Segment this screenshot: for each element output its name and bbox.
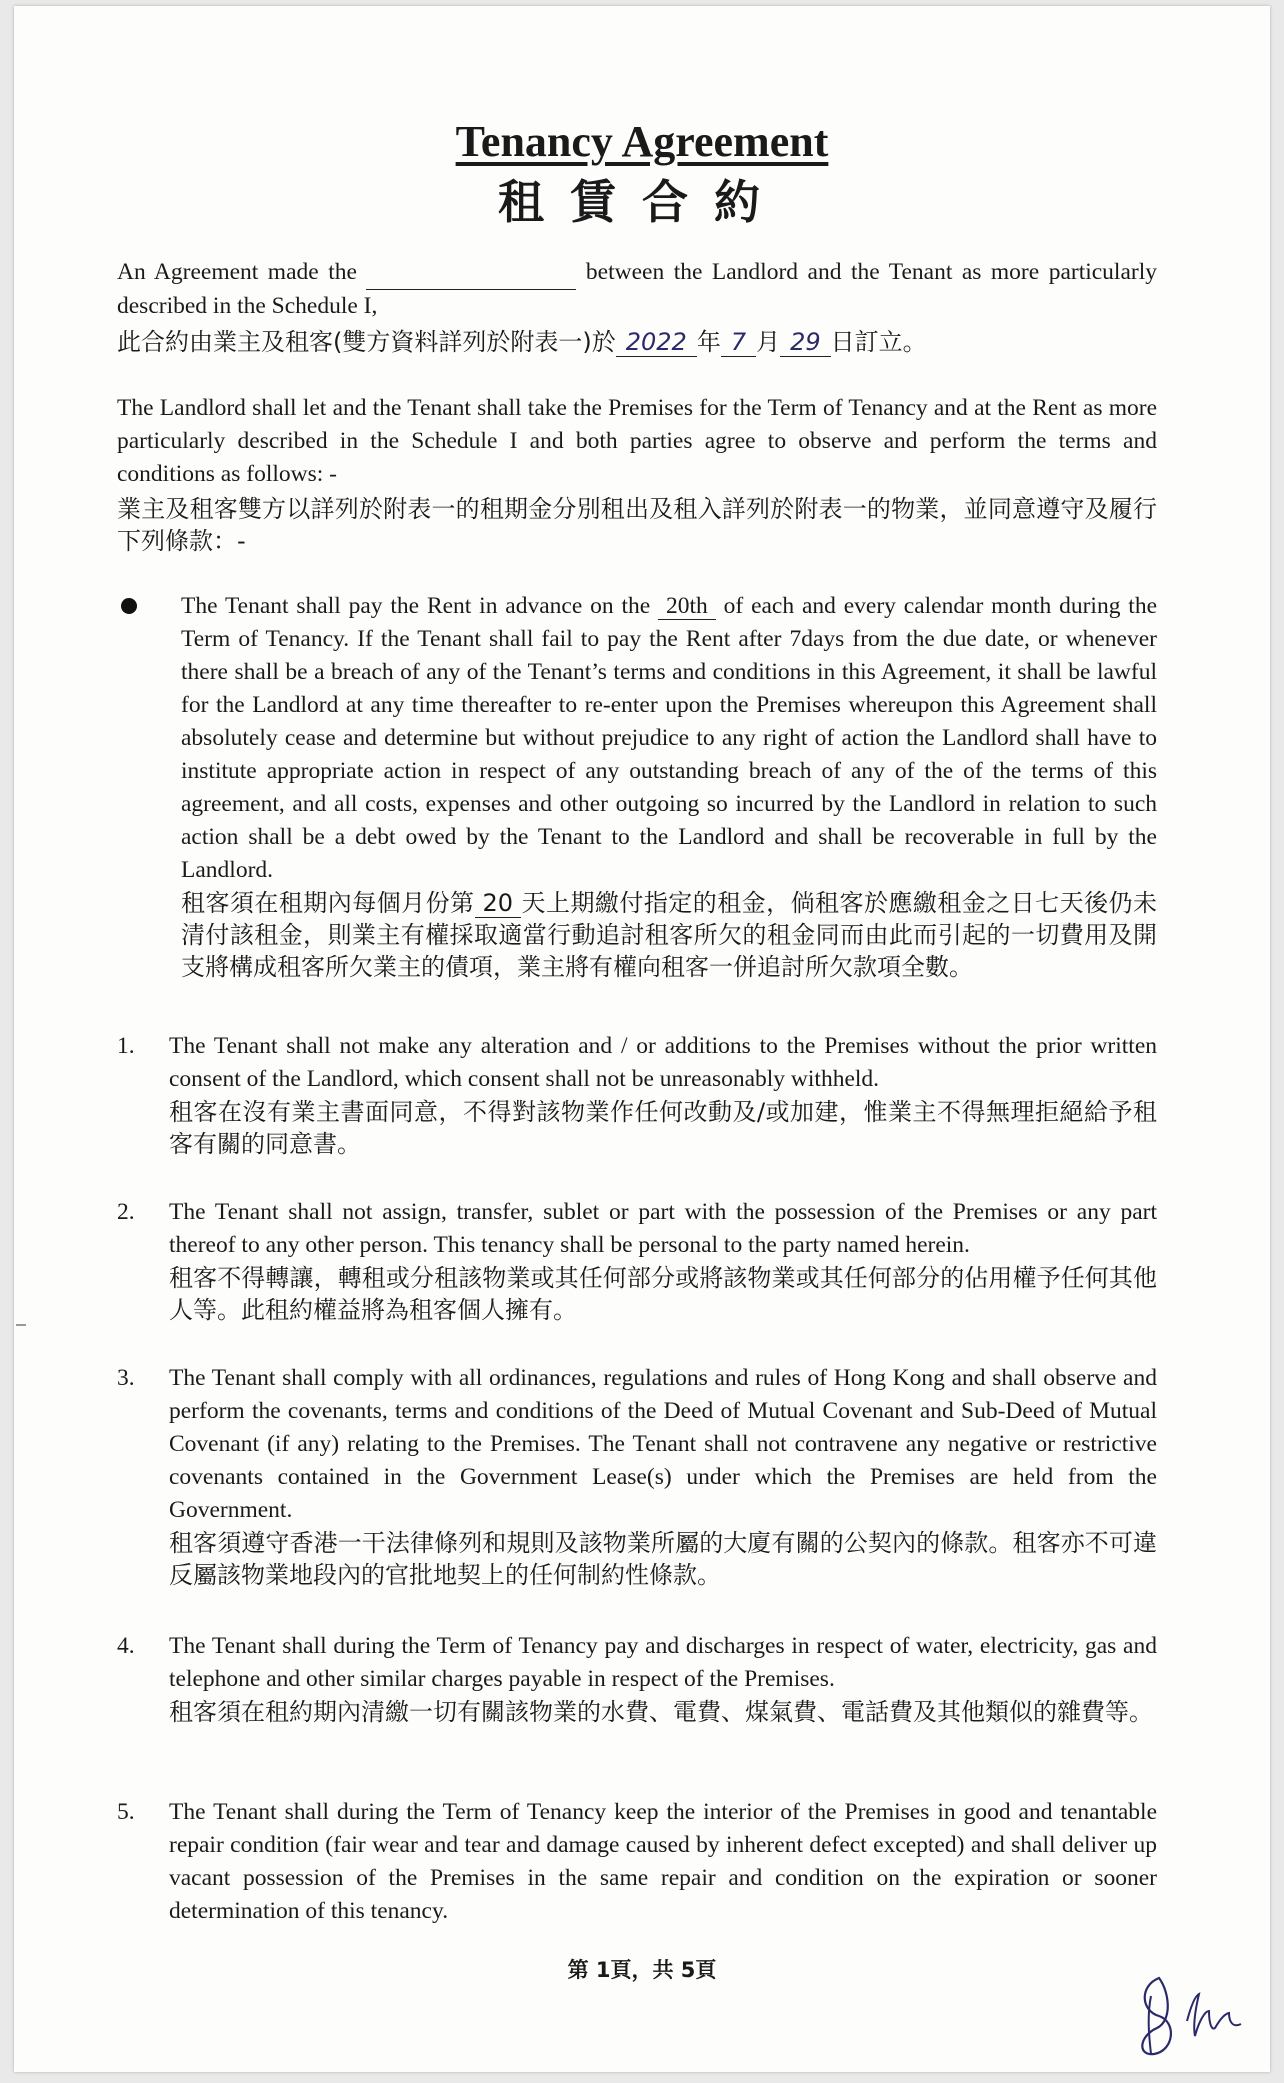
rent-payment-clause	[117, 590, 1157, 983]
intro-text-1: An Agreement made the	[117, 259, 357, 285]
clause-number: 5.	[117, 1799, 135, 1825]
clause-number: 2.	[117, 1199, 135, 1225]
rent-text-2: of each and every calendar month during the Term of Tenancy. If the Tenant shall fail to pay the Rent after 7days from the due date, or whenever there shall be a breach of any of the Tenant’s terms and conditions in this Agreement, it shall be lawful for the Landlord at any time thereafter to re-enter upon the Premises whereupon this Agreement shall absolutely cease and determine but without prejudice to any right of action the Landlord shall have to institute appropriate action in respect of any outstanding breach of any of the of the terms of this agreement, and all costs, expenses and other outgoing so incurred by the Landlord in relation to such action shall be a debt owed by the Tenant to the Landlord and shall be recoverable in full by the Landlord.	[181, 593, 1157, 883]
document-page	[14, 6, 1270, 2072]
clause-number: 3.	[117, 1365, 135, 1391]
clause-chinese: 租客在沒有業主書面同意，不得對該物業作任何改動及/或加建，惟業主不得無理拒絕給予租客有關的同意書。	[169, 1098, 1157, 1158]
rent-chinese	[181, 887, 1157, 983]
handwritten-year: 2022	[616, 328, 697, 357]
day-label: 日訂立。	[830, 328, 927, 356]
intro-text-2: between the Landlord and the Tenant as more particularly described in the Schedule I,	[117, 259, 1157, 319]
date-blank	[366, 256, 576, 290]
clause-english: The Tenant shall during the Term of Tenancy pay and discharges in respect of water, electricity, gas and telephone and other similar charges payable in respect of the Premises.	[169, 1633, 1157, 1692]
handwritten-initials	[1129, 1966, 1249, 2061]
clause-number: 4.	[117, 1633, 135, 1659]
clause-4	[117, 1630, 1157, 1728]
clause-3	[117, 1362, 1157, 1591]
title-english: Tenancy Agreement	[455, 117, 829, 166]
intro-chinese	[117, 326, 1157, 358]
clause-english: The Tenant shall not make any alteration and / or additions to the Premises without the prior written consent of the Landlord, which consent shall not be unreasonably withheld.	[169, 1033, 1157, 1092]
clause-1	[117, 1030, 1157, 1160]
bullet-icon	[121, 598, 137, 614]
clause-english: The Tenant shall comply with all ordinances, regulations and rules of Hong Kong and shall observe and perform the covenants, terms and conditions of the Deed of Mutual Covenant and Sub-Deed of Mutual Covenant (if any) relating to the Premises. The Tenant shall not contravene any negative or restrictive covenants contained in the Government Lease(s) under which the Premises are held from the Government.	[169, 1365, 1157, 1523]
clause-number: 1.	[117, 1033, 135, 1059]
clause-english: The Tenant shall during the Term of Tenancy keep the interior of the Premises in good and tenantable repair condition (fair wear and tear and damage caused by inherent defect excepted) and shall deliver up vacant possession of the Premises in the same repair and condition on the expiration or sooner determination of this tenancy.	[169, 1799, 1157, 1924]
margin-mark	[16, 1324, 26, 1326]
clause-2	[117, 1196, 1157, 1326]
month-label: 月	[756, 328, 781, 356]
clause-chinese: 租客不得轉讓，轉租或分租該物業或其任何部分或將該物業或其任何部分的佔用權予任何其他人等。此租約權益將為租客個人擁有。	[169, 1264, 1157, 1324]
rent-due-day: 20th	[658, 593, 716, 620]
preamble-chinese: 業主及租客雙方以詳列於附表一的租期金分別租出及租入詳列於附表一的物業，並同意遵守及履行下列條款：-	[117, 495, 1157, 555]
handwritten-day: 29	[780, 328, 831, 357]
page-number: 第 1頁，共 5頁	[567, 1958, 717, 1982]
intro-english	[117, 256, 1157, 323]
rent-text-1: The Tenant shall pay the Rent in advance on the	[181, 593, 651, 619]
clause-english: The Tenant shall not assign, transfer, sublet or part with the possession of the Premises or any part thereof to any other person. This tenancy shall be personal to the party named herein.	[169, 1199, 1157, 1258]
preamble-english: The Landlord shall let and the Tenant shall take the Premises for the Term of Tenancy and at the Rent as more particularly described in the Schedule I and both parties agree to observe and perform the terms and conditions as follows: -	[117, 395, 1157, 487]
intro-zh-text: 此合約由業主及租客(雙方資料詳列於附表一)於	[117, 328, 616, 356]
rent-zh-text-1: 租客須在租期內每個月份第	[181, 889, 475, 917]
year-label: 年	[696, 328, 721, 356]
handwritten-month: 7	[721, 328, 756, 357]
rent-zh-text-2: 天上期繳付指定的租金，倘租客於應繳租金之日七天後仍未清付該租金，則業主有權採取適當行動追討租客所欠的租金同而由此而引起的一切費用及開支將構成租客所欠業主的債項，業主將有權向租客一併追討所欠款項全數。	[181, 889, 1158, 981]
title-chinese: 租賃合約	[498, 177, 786, 228]
clause-chinese: 租客須遵守香港一干法律條列和規則及該物業所屬的大廈有關的公契內的條款。租客亦不可違反屬該物業地段內的官批地契上的任何制約性條款。	[169, 1529, 1157, 1589]
clause-chinese: 租客須在租約期內清繳一切有關該物業的水費、電費、煤氣費、電話費及其他類似的雜費等。	[169, 1698, 1153, 1726]
rent-due-day-zh: 20	[475, 889, 522, 918]
clause-5	[117, 1796, 1157, 1928]
